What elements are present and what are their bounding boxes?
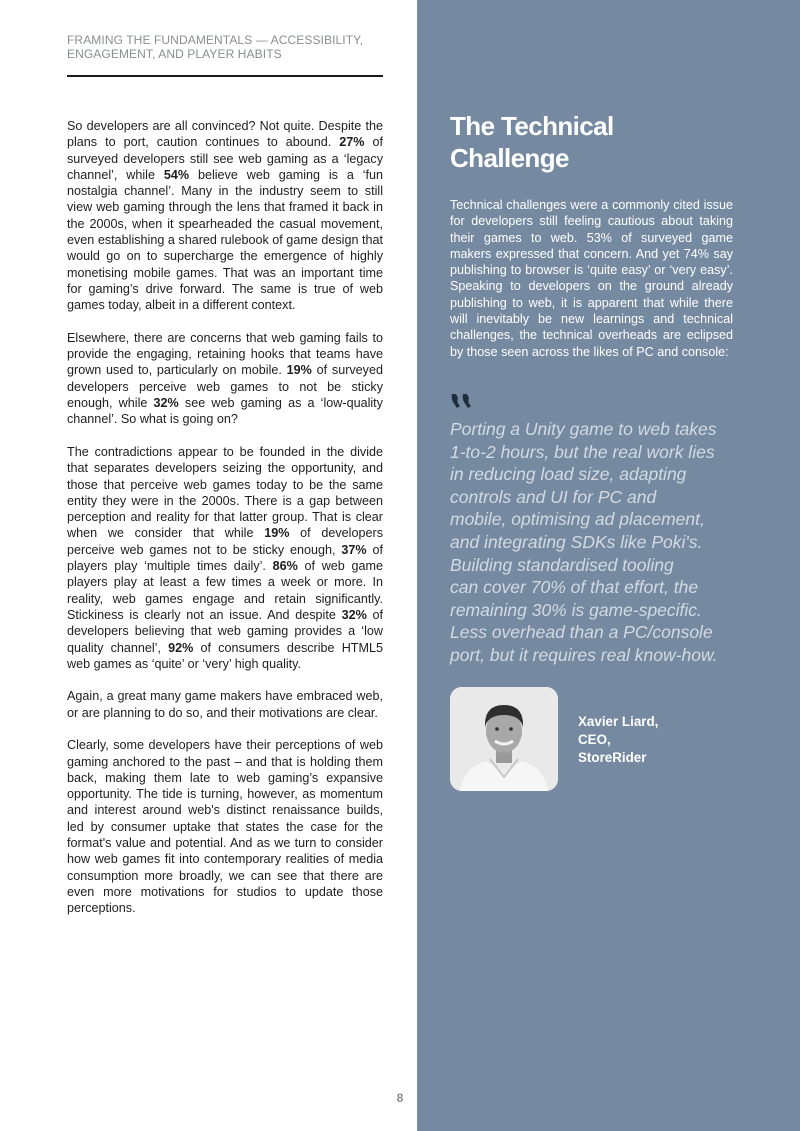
quote-attribution bbox=[578, 713, 738, 767]
text-run: of developers perceive web games not to be sticky enough, bbox=[67, 526, 383, 557]
section-header-line-1: FRAMING THE FUNDAMENTALS — ACCESSIBILITY, bbox=[67, 33, 364, 47]
portrait-illustration bbox=[450, 687, 558, 791]
text-run: of players play ‘multiple times daily’. bbox=[67, 542, 383, 574]
text-run: of consumers describe HTML5 web games as ‘quite’ or ‘very’ high quality. bbox=[67, 640, 383, 671]
stat-highlight: 32% bbox=[341, 607, 367, 622]
stat-highlight: 19% bbox=[264, 526, 290, 541]
paragraph bbox=[67, 737, 383, 916]
stat-highlight: 19% bbox=[286, 363, 312, 378]
sidebar-title-line-2: Challenge bbox=[450, 143, 569, 173]
avatar bbox=[450, 687, 558, 791]
paragraph bbox=[67, 330, 383, 428]
pull-quote bbox=[450, 418, 750, 667]
text-run: of developers believing that web gaming provides a ‘low quality channel’, bbox=[67, 607, 383, 655]
quote-line: Porting a Unity game to web takes bbox=[450, 419, 717, 439]
stat-highlight: 54% bbox=[163, 167, 190, 182]
stat-highlight: 92% bbox=[168, 640, 194, 655]
text-run: Clearly, some developers have their perceptions of web gaming anchored to the past – and that is holding them back, making them late to web gaming’s expansive opportunity. The tide is turning, however, as momentum and interest around web's distinct renaissance builds, led by consumer uptake that states the case for the format's value and potential. And as we turn to consider how web games fit into contemporary realities of media consumption more broadly, we can see that there are even more motivations for studios to update those perceptions. bbox=[67, 738, 383, 916]
quote-line: 1-to-2 hours, but the real work lies bbox=[450, 441, 715, 462]
article-body bbox=[67, 118, 383, 933]
text-run: see web gaming as a ‘low-quality channel’. So what is going on? bbox=[67, 396, 383, 427]
stat-highlight: 86% bbox=[272, 559, 298, 574]
page-number: 8 bbox=[396, 1091, 404, 1105]
stat-highlight: 27% bbox=[339, 135, 365, 150]
quote-mark-icon bbox=[450, 392, 474, 410]
attribution-role: CEO, bbox=[578, 732, 611, 747]
section-header-line-2: ENGAGEMENT, AND PLAYER HABITS bbox=[67, 47, 282, 61]
sidebar-title bbox=[450, 110, 750, 174]
quote-line: mobile, optimising ad placement, bbox=[450, 509, 705, 530]
attribution-company: StoreRider bbox=[578, 750, 647, 765]
quote-line: can cover 70% of that effort, the bbox=[450, 577, 699, 598]
text-run: of web game players play at least a few times a week or more. In reality, web games engage and retain significantly. Stickiness is clearly not an issue. And despite bbox=[67, 559, 383, 622]
quote-line: Building standardised tooling bbox=[450, 554, 674, 575]
text-run: Again, a great many game makers have embraced web, or are planning to do so, and their motivations are clear. bbox=[67, 689, 383, 720]
section-header bbox=[67, 33, 383, 61]
quote-line: controls and UI for PC and bbox=[450, 486, 657, 507]
text-run: The contradictions appear to be founded in the divide that separates developers seizing the opportunity, and those that perceive web games today to be the same entity they were in the 2000s. There is a gap between perception and reality for that latter group. That is clear when we consider that while bbox=[67, 444, 383, 541]
paragraph bbox=[67, 688, 383, 721]
quote-line: Less overhead than a PC/console bbox=[450, 622, 713, 643]
paragraph bbox=[67, 444, 383, 672]
header-divider bbox=[67, 75, 383, 77]
stat-highlight: 37% bbox=[341, 542, 367, 557]
sidebar-title-line-1: The Technical bbox=[450, 111, 614, 141]
paragraph bbox=[67, 118, 383, 314]
text-run: of surveyed developers perceive web games to not be sticky enough, while bbox=[67, 363, 383, 411]
sidebar-intro: Technical challenges were a commonly cited issue for developers still feeling cautious about taking their games to web. 53% of surveyed game makers expressed that concern. And yet 74% say publishing to browser is ‘quite easy’ or ‘very easy’. Speaking to developers on the ground already publishing to web, it is apparent that while there will inevitably be new learnings and technical challenges, the technical overheads are eclipsed by those seen across the likes of PC and console: bbox=[450, 198, 733, 359]
quote-line: port, but it requires real know-how. bbox=[450, 644, 718, 665]
stat-highlight: 32% bbox=[153, 396, 179, 411]
text-run: of surveyed developers still see web gaming as a ‘legacy channel’, while bbox=[67, 135, 383, 182]
text-run: Elsewhere, there are concerns that web gaming fails to provide the engaging, retaining hooks that teams have grown used to, particularly on mobile. bbox=[67, 330, 383, 378]
text-run: believe web gaming is a ‘fun nostalgia channel’. Many in the industry seem to still view web gaming through the lens that framed it back in the 2000s, when it spearheaded the casual movement, even establishing a shared rulebook of game design that would go on to supercharge the emergence of highly monetising mobile games. That was an important time for gaming’s drive forward. The same is true of web games today, albeit in a different context. bbox=[67, 167, 384, 313]
attribution-name: Xavier Liard, bbox=[578, 714, 659, 729]
quote-line: in reducing load size, adapting bbox=[450, 464, 687, 485]
quote-line: remaining 30% is game-specific. bbox=[450, 599, 702, 620]
text-run: So developers are all convinced? Not quite. Despite the plans to port, caution continues to abound. bbox=[67, 119, 383, 150]
quote-line: and integrating SDKs like Poki's. bbox=[450, 531, 703, 552]
